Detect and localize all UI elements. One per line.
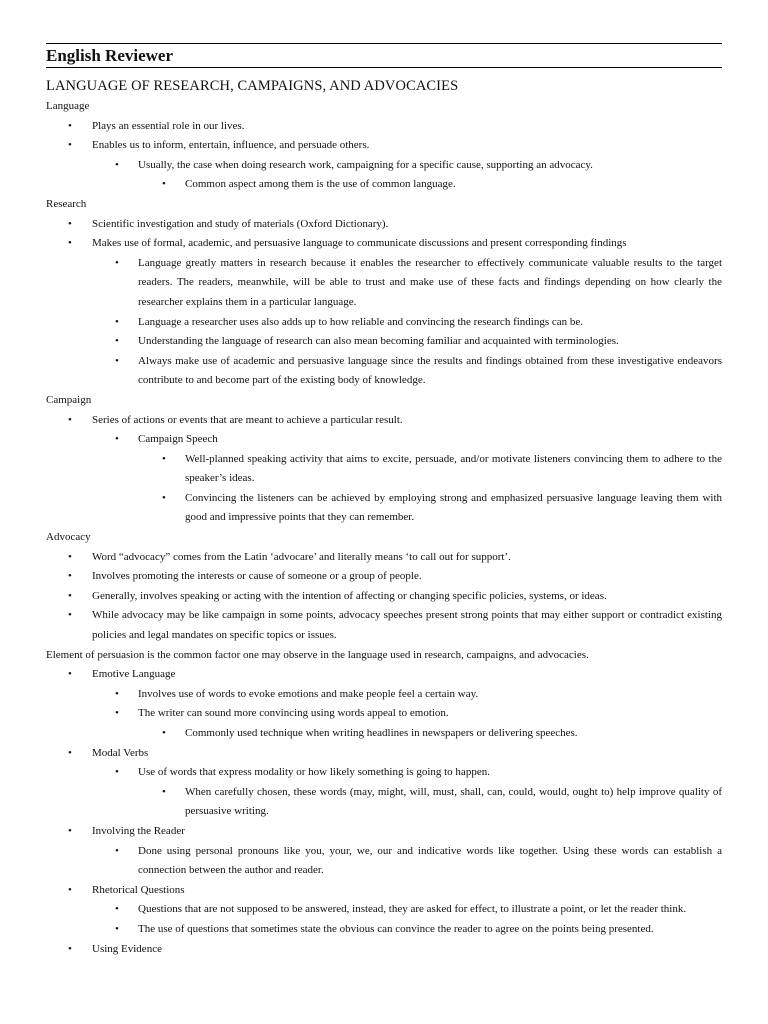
list-item: • Language a researcher uses also adds up to how reliable and convincing the research findings can be. (46, 313, 722, 333)
document-page (46, 0, 722, 959)
bullet-icon: • (68, 668, 72, 681)
list-item: • The writer can sound more convincing using words appeal to emotion. (46, 704, 722, 724)
list-item: • Using Evidence (46, 940, 722, 960)
bullet-icon: • (68, 237, 72, 250)
bullet-icon: • (162, 452, 166, 465)
list-item: • Involves use of words to evoke emotions and make people feel a certain way. (46, 685, 722, 705)
list-item: • Always make use of academic and persuasive language since the results and findings obtained from these investigative endeavors contribute to and become part of the existing body of knowledge. (46, 352, 722, 391)
bullet-icon: • (68, 550, 72, 563)
list-item: • Common aspect among them is the use of common language. (46, 175, 722, 195)
bullet-icon: • (162, 727, 166, 739)
list-item: • Rhetorical Questions (46, 881, 722, 901)
list-item: • Language greatly matters in research because it enables the researcher to effectively communicate valuable results to the target readers. The readers, meanwhile, will be able to trust and make use of these facts and findings depending on how clearly the researcher explains them in a particular language. (46, 254, 722, 313)
list-item: • Generally, involves speaking or acting with the intention of affecting or changing specific policies, systems, or ideas. (46, 587, 722, 607)
persuasion-intro: Element of persuasion is the common factor one may observe in the language used in research, campaigns, and advocacies. (46, 648, 589, 661)
list-item: • Questions that are not supposed to be answered, instead, they are asked for effect, to illustrate a point, or let the reader think. (46, 900, 722, 920)
bullet-icon: • (115, 844, 119, 857)
list-item: • Campaign Speech (46, 430, 722, 450)
bullet-icon: • (115, 315, 119, 328)
advocacy-heading: Advocacy (46, 531, 91, 544)
research-heading: Research (46, 197, 87, 210)
bullet-icon: • (68, 824, 72, 837)
list-item: • Emotive Language (46, 665, 722, 685)
list-item: • While advocacy may be like campaign in some points, advocacy speeches present strong points that may either support or contradict existing policies and legal mandates on specific topics or issues. (46, 606, 722, 645)
bullet-icon: • (115, 354, 119, 367)
list-item: • Enables us to inform, entertain, influence, and persuade others. (46, 136, 722, 156)
list-item: • Convincing the listeners can be achieved by employing strong and emphasized persuasive language leaving them with good and impressive points that they can remember. (46, 489, 722, 528)
campaign-heading: Campaign (46, 393, 92, 406)
list-item: • Series of actions or events that are meant to achieve a particular result. (46, 411, 722, 431)
list-item: • Word “advocacy” comes from the Latin ‘advocare’ and literally means ‘to call out for support’. (46, 548, 722, 568)
bullet-icon: • (68, 217, 72, 230)
language-heading: Language (46, 100, 90, 112)
bullet-icon: • (68, 139, 72, 152)
bullet-icon: • (68, 609, 72, 622)
title-rule (46, 67, 722, 68)
document-body (46, 97, 722, 959)
bullet-icon: • (115, 335, 119, 348)
list-item: • Plays an essential role in our lives. (46, 117, 722, 137)
bullet-icon: • (68, 883, 72, 896)
list-item: • Makes use of formal, academic, and persuasive language to communicate discussions and present corresponding findings (46, 234, 722, 254)
bullet-icon: • (115, 687, 119, 700)
list-item: • Modal Verbs (46, 744, 722, 764)
list-item: • Scientific investigation and study of materials (Oxford Dictionary). (46, 215, 722, 235)
bullet-icon: • (68, 119, 72, 132)
bullet-icon: • (115, 766, 119, 779)
bullet-icon: • (68, 746, 72, 759)
bullet-icon: • (115, 256, 119, 269)
bullet-icon: • (115, 158, 119, 171)
list-item: • Well-planned speaking activity that aims to excite, persuade, and/or motivate listeners convincing them to adhere to the speaker’s ideas. (46, 450, 722, 489)
list-item: • When carefully chosen, these words (may, might, will, must, shall, can, could, would, ought to) help improve quality of persuasive writing. (46, 783, 722, 822)
list-item: • Use of words that express modality or how likely something is going to happen. (46, 763, 722, 783)
list-item: • Understanding the language of research can also mean becoming familiar and acquainted with terminologies. (46, 332, 722, 352)
bullet-icon: • (162, 785, 166, 798)
bullet-icon: • (115, 707, 119, 720)
list-item: • The use of questions that sometimes state the obvious can convince the reader to agree on the points being presented. (46, 920, 722, 940)
section-heading: LANGUAGE OF RESEARCH, CAMPAIGNS, AND ADVOCACIES (46, 78, 459, 94)
bullet-icon: • (162, 178, 166, 191)
bullet-icon: • (68, 942, 72, 955)
document-title: English Reviewer (46, 46, 174, 65)
bullet-icon: • (115, 922, 119, 935)
list-item: • Involves promoting the interests or cause of someone or a group of people. (46, 567, 722, 587)
list-item: • Involving the Reader (46, 822, 722, 842)
bullet-icon: • (68, 570, 72, 583)
list-item: • Usually, the case when doing research work, campaigning for a specific cause, supporting an advocacy. (46, 156, 722, 176)
bullet-icon: • (115, 433, 119, 446)
bullet-icon: • (115, 903, 119, 916)
list-item: • Done using personal pronouns like you, your, we, our and indicative words like together. Using these words can establish a connection between the author and reader. (46, 842, 722, 881)
bullet-icon: • (68, 413, 72, 426)
bullet-icon: • (68, 589, 72, 602)
bullet-icon: • (162, 491, 166, 504)
list-item: • Commonly used technique when writing headlines in newspapers or delivering speeches. (46, 724, 722, 744)
